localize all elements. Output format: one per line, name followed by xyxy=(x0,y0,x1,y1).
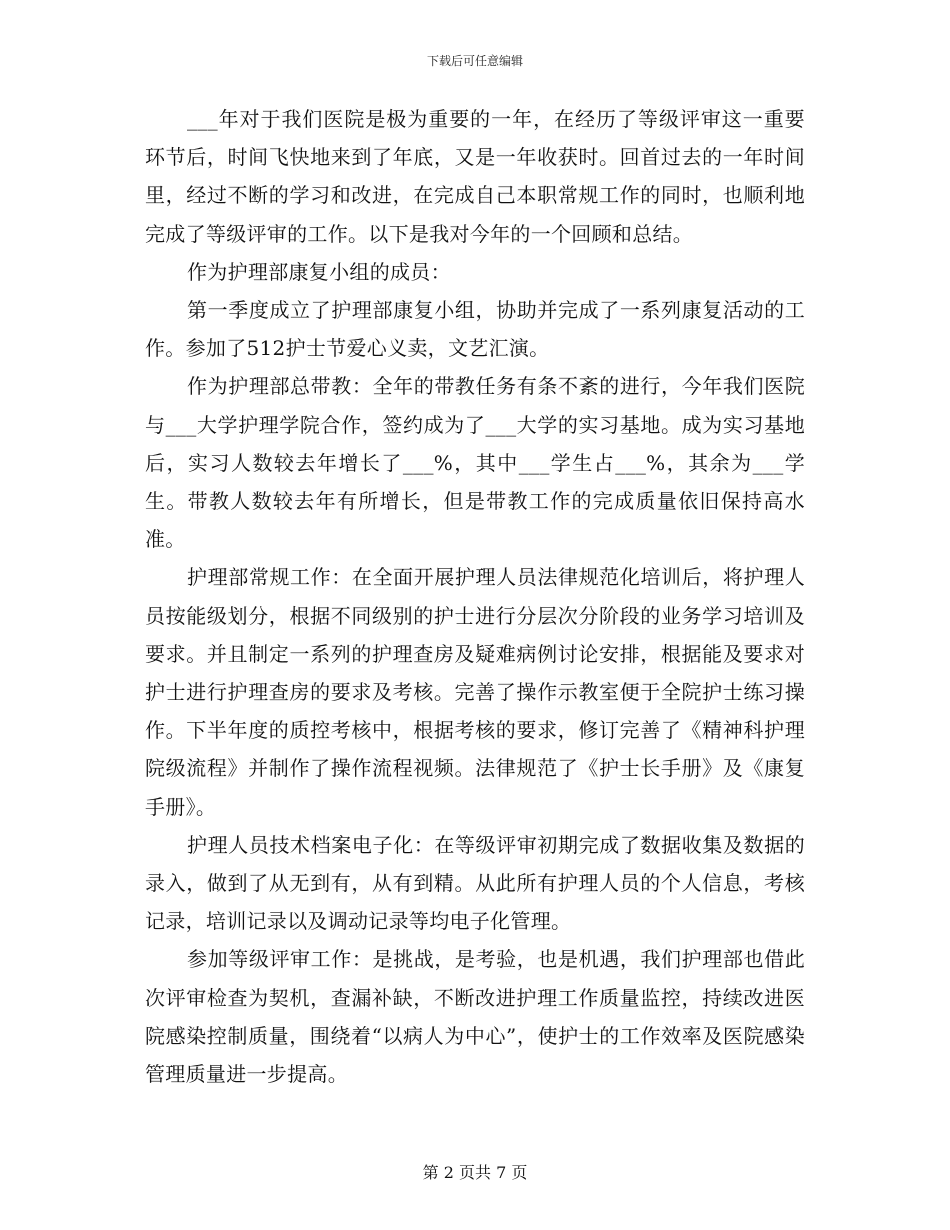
page-footer: 第 2 页共 7 页 xyxy=(422,1163,528,1182)
paragraph-intro: ___年对于我们医院是极为重要的一年，在经历了等级评审这一重要环节后，时间飞快地来到了年底，又是一年收获时。回首过去的一年时间里，经过不断的学习和改进，在完成自己本职常规工作的同时，也顺利地完成了等级评审的工作。以下是我对今年的一个回顾和总结。 xyxy=(145,107,805,246)
paragraph-review: 参加等级评审工作：是挑战，是考验，也是机遇，我们护理部也借此次评审检查为契机，查漏补缺，不断改进护理工作质量监控，持续改进医院感染控制质量，围绕着“以病人为中心”，使护士的工作效率及医院感染管理质量进一步提高。 xyxy=(145,947,805,1087)
paragraph-routine-work: 护理部常规工作：在全面开展护理人员法律规范化培训后，将护理人员按能级划分，根据不同级别的护士进行分层次分阶段的业务学习培训及要求。并且制定一系列的护理查房及疑难病例讨论安排，根据能及要求对护士进行护理查房的要求及考核。完善了操作示教室便于全院护士练习操作。下半年度的质控考核中，根据考核的要求，修订完善了《精神科护理院级流程》并制作了操作流程视频。法律规范了《护士长手册》及《康复手册》。 xyxy=(145,565,805,819)
paragraph-rehab-group: 第一季度成立了护理部康复小组，协助并完成了一系列康复活动的工作。参加了512护士节爱心义卖，文艺汇演。 xyxy=(145,298,805,361)
document-body xyxy=(145,100,805,1093)
page-header: 下载后可任意编辑 xyxy=(426,54,523,68)
paragraph-rehab-member: 作为护理部康复小组的成员： xyxy=(187,259,451,284)
paragraph-teaching: 作为护理部总带教：全年的带教任务有条不紊的进行，今年我们医院与___大学护理学院合作，签约成为了___大学的实习基地。成为实习基地后，实习人数较去年增长了___%，其中___学生占___%，其余为___学生。带教人数较去年有所增长，但是带教工作的完成质量依旧保持高水准。 xyxy=(145,374,805,552)
paragraph-archives: 护理人员技术档案电子化：在等级评审初期完成了数据收集及数据的录入，做到了从无到有，从有到精。从此所有护理人员的个人信息，考核记录，培训记录以及调动记录等均电子化管理。 xyxy=(145,832,805,934)
